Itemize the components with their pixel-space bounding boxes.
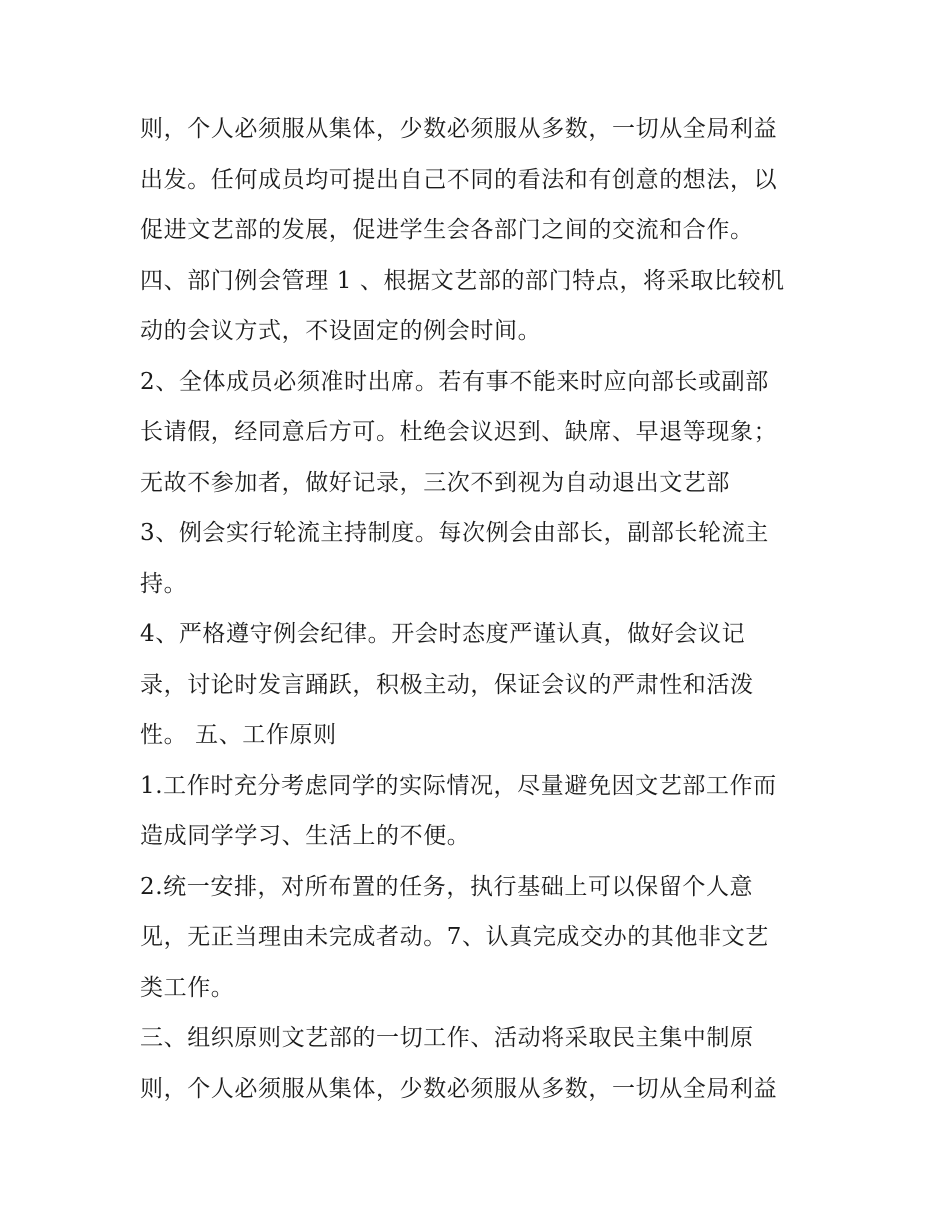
text-line: 四、部门例会管理 1 、根据文艺部的部门特点，将采取比较机 xyxy=(140,268,785,294)
text-line: 长请假，经同意后方可。杜绝会议迟到、缺席、早退等现象； xyxy=(140,419,778,445)
text-line: 三、组织原则文艺部的一切工作、活动将采取民主集中制原 xyxy=(140,1025,754,1051)
text-line: 则，个人必须服从集体，少数必须服从多数，一切从全局利益 xyxy=(140,116,778,142)
text-line: 促进文艺部的发展，促进学生会各部门之间的交流和合作。 xyxy=(140,217,754,243)
text-line: 造成同学学习、生活上的不便。 xyxy=(140,823,471,849)
text-line: 见，无正当理由未完成者动。7、认真完成交办的其他非文艺 xyxy=(140,924,769,950)
text-line: 3、例会实行轮流主持制度。每次例会由部长，副部长轮流主 xyxy=(140,520,769,546)
text-line: 出发。任何成员均可提出自己不同的看法和有创意的想法，以 xyxy=(140,167,778,193)
text-line: 动的会议方式，不设固定的例会时间。 xyxy=(140,318,542,344)
text-line: 2、全体成员必须准时出席。若有事不能来时应向部长或副部 xyxy=(140,369,769,395)
text-line: 4、严格遵守例会纪律。开会时态度严谨认真，做好会议记 xyxy=(140,621,746,647)
text-line: 性。 五、工作原则 xyxy=(140,722,337,748)
text-line: 类工作。 xyxy=(140,975,235,1001)
text-line: 录，讨论时发言踊跃，积极主动，保证会议的严肃性和活泼 xyxy=(140,672,754,698)
text-line: 则，个人必须服从集体，少数必须服从多数，一切从全局利益 xyxy=(140,1076,778,1102)
text-line: 1.工作时充分考虑同学的实际情况，尽量避免因文艺部工作而 xyxy=(140,773,777,799)
text-line: 持。 xyxy=(140,571,188,597)
text-line: 无故不参加者，做好记录，三次不到视为自动退出文艺部 xyxy=(140,470,730,496)
text-line: 2.统一安排，对所布置的任务，执行基础上可以保留个人意 xyxy=(140,874,754,900)
